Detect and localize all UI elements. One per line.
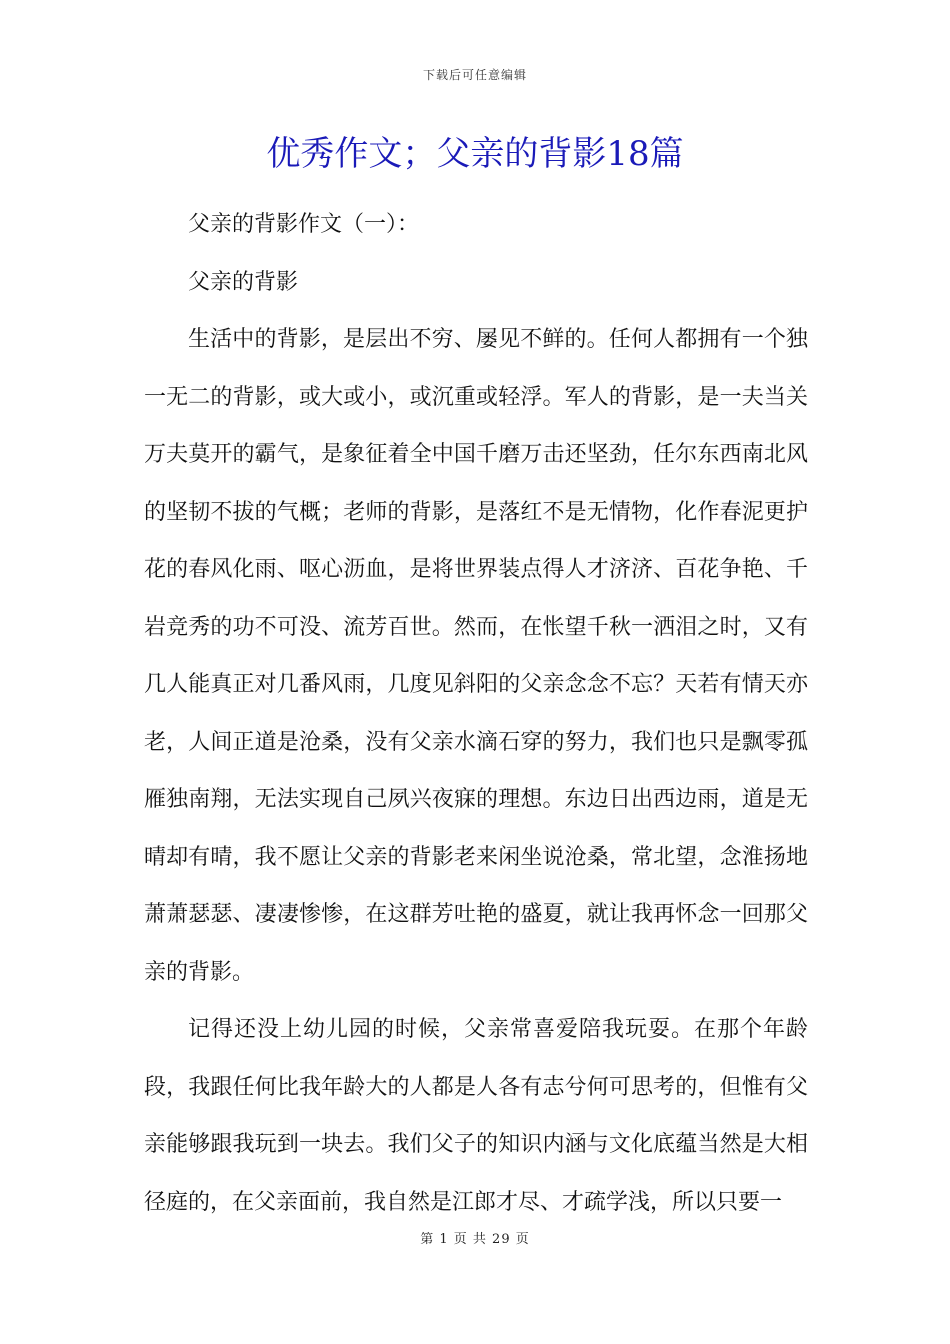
body-paragraph: 记得还没上幼儿园的时候，父亲常喜爱陪我玩耍。在那个年龄段，我跟任何比我年龄大的人都是人各有志兮何可思考的，但惟有父亲能够跟我玩到一块去。我们父子的知识内涵与文化底蕴当然是大相径庭的，在父亲面前，我自然是江郎才尽、才疏学浅，所以只要一 <box>144 1017 808 1215</box>
section-heading: 父亲的背影作文（一）： <box>188 212 420 237</box>
document-title: 优秀作文；父亲的背影18篇 <box>266 134 684 174</box>
header-note: 下载后可任意编辑 <box>422 68 527 82</box>
body-paragraph: 生活中的背影，是层出不穷、屡见不鲜的。任何人都拥有一个独一无二的背影，或大或小，或沉重或轻浮。军人的背影，是一夫当关万夫莫开的霸气，是象征着全中国千磨万击还坚劲，任尔东西南北风的坚韧不拔的气概；老师的背影，是落红不是无情物，化作春泥更护花的春风化雨、呕心沥血，是将世界装点得人才济济、百花争艳、千岩竞秀的功不可没、流芳百世。然而，在怅望千秋一洒泪之时，又有几人能真正对几番风雨，几度见斜阳的父亲念念不忘？天若有情天亦老，人间正道是沧桑，没有父亲水滴石穿的努力，我们也只是飘零孤雁独南翔，无法实现自己夙兴夜寐的理想。东边日出西边雨，道是无晴却有晴，我不愿让父亲的背影老来闲坐说沧桑，常北望，念淮扬地萧萧瑟瑟、凄凄惨惨，在这群芳吐艳的盛夏，就让我再怀念一回那父亲的背影。 <box>144 327 808 985</box>
page-number: 第 1 页 共 29 页 <box>420 1232 530 1247</box>
essay-title: 父亲的背影 <box>188 269 299 295</box>
document-body <box>144 196 808 1231</box>
